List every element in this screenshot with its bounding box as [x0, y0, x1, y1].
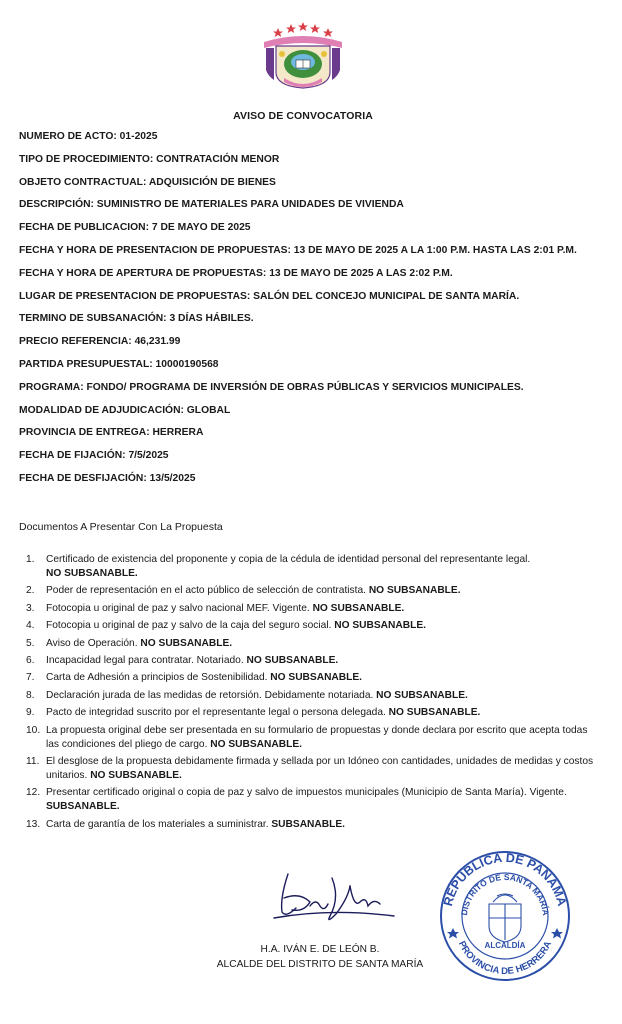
requirement-status: SUBSANABLE. [46, 801, 120, 813]
requirement-description: Declaración jurada de las medidas de retorsión. Debidamente notariada. [46, 689, 374, 701]
requirement-text [46, 654, 602, 668]
requirement-number: 12. [26, 787, 41, 799]
requirement-text [46, 724, 602, 752]
field-publication-date: FECHA DE PUBLICACION: 7 DE MAYO DE 2025 [19, 222, 251, 234]
requirement-text [46, 786, 602, 814]
field-posting-date: FECHA DE FIJACIÓN: 7/5/2025 [19, 450, 169, 462]
requirement-description: Fotocopia u original de paz y salvo nacional MEF. Vigente. [46, 602, 310, 614]
requirement-text [46, 818, 602, 832]
requirement-description: Certificado de existencia del proponente y copia de la cédula de identidad personal del representante legal. [46, 554, 531, 565]
field-submission-datetime: FECHA Y HORA DE PRESENTACION DE PROPUESTAS: 13 DE MAYO DE 2025 A LA 1:00 P.M. HASTA LAS 2:01 P.M. [19, 244, 577, 256]
svg-text:ALCALDÍA: ALCALDÍA [484, 941, 526, 950]
requirement-text [46, 637, 602, 651]
requirement-status: NO SUBSANABLE. [388, 707, 481, 719]
requirement-text [46, 706, 602, 720]
requirement-item [26, 654, 602, 668]
requirement-item [26, 755, 602, 783]
requirement-text [46, 602, 602, 616]
requirement-description: Presentar certificado original o copia de paz y salvo de impuestos municipales (Municipio de Santa María). Vigente. [46, 787, 567, 799]
requirement-number: 4. [26, 620, 35, 632]
requirement-description: Aviso de Operación. [46, 637, 138, 649]
requirement-text [46, 755, 602, 783]
field-correction-term: TERMINO DE SUBSANACIÓN: 3 DÍAS HÁBILES. [19, 313, 254, 325]
requirement-description: Poder de representación en el acto público de selección de contratista. [46, 585, 366, 597]
field-reference-price: PRECIO REFERENCIA: 46,231.99 [19, 336, 181, 348]
requirement-description: El desglose de la propuesta debidamente firmada y sellada por un Idóneo con cantidades, unidades de medidas y costos unitarios. [46, 755, 594, 781]
requirement-status: NO SUBSANABLE. [368, 585, 461, 597]
requirement-status: NO SUBSANABLE. [46, 568, 138, 579]
requirement-status: NO SUBSANABLE. [140, 637, 233, 649]
required-documents-list [26, 553, 602, 835]
field-procedure-type: TIPO DE PROCEDIMIENTO: CONTRATACIÓN MENOR [19, 153, 280, 165]
requirement-item [26, 818, 602, 832]
official-seal-stamp [437, 848, 573, 984]
svg-text:PROVINCIA DE HERRERA: PROVINCIA DE HERRERA [455, 939, 555, 978]
requirement-item [26, 619, 602, 633]
requirement-status: NO SUBSANABLE. [270, 672, 362, 684]
field-description: DESCRIPCIÓN: SUMINISTRO DE MATERIALES PARA UNIDADES DE VIVIENDA [19, 199, 404, 211]
requirement-number: 1. [26, 554, 35, 565]
requirement-item [26, 671, 602, 685]
requirement-number: 6. [26, 654, 35, 666]
requirement-item [26, 553, 602, 581]
requirement-text [46, 689, 602, 703]
requirement-item [26, 637, 602, 651]
requirement-description: Fotocopia u original de paz y salvo de la caja del seguro social. [46, 620, 332, 632]
requirement-number: 8. [26, 689, 35, 701]
signatory-block [200, 942, 440, 972]
requirement-number: 13. [26, 818, 41, 830]
field-act-number: NUMERO DE ACTO: 01-2025 [19, 131, 158, 142]
field-opening-datetime: FECHA Y HORA DE APERTURA DE PROPUESTAS: 13 DE MAYO DE 2025 A LAS 2:02 P.M. [19, 267, 453, 279]
handwritten-signature [270, 868, 400, 930]
requirement-number: 9. [26, 707, 35, 719]
requirement-text [46, 553, 602, 581]
signatory-name: H.A. IVÁN E. DE LEÓN B. [260, 944, 380, 955]
municipal-crest-logo [258, 20, 348, 90]
requirement-number: 7. [26, 672, 35, 684]
requirement-status: NO SUBSANABLE. [334, 620, 426, 632]
requirement-status: NO SUBSANABLE. [376, 689, 468, 701]
field-delivery-province: PROVINCIA DE ENTREGA: HERRERA [19, 427, 204, 439]
requirement-item [26, 584, 602, 598]
field-contract-object: OBJETO CONTRACTUAL: ADQUISICIÓN DE BIENES [19, 176, 276, 188]
field-removal-date: FECHA DE DESFIJACIÓN: 13/5/2025 [19, 472, 196, 484]
documents-heading: Documentos A Presentar Con La Propuesta [19, 521, 223, 533]
svg-text:DISTRITO DE SANTA MARÍA: DISTRITO DE SANTA MARÍA [459, 871, 551, 917]
requirement-description: Incapacidad legal para contratar. Notariado. [46, 654, 244, 666]
requirement-number: 3. [26, 602, 35, 614]
requirement-status: SUBSANABLE. [271, 818, 345, 830]
requirement-item [26, 724, 602, 752]
notice-fields [19, 131, 609, 496]
requirement-description: La propuesta original debe ser presentada en su formulario de propuestas y donde declara por escrito que acepta todas las condiciones del pliego de cargo. [46, 724, 588, 750]
field-award-mode: MODALIDAD DE ADJUDICACIÓN: GLOBAL [19, 404, 231, 416]
requirement-number: 10. [26, 724, 41, 736]
field-program: PROGRAMA: FONDO/ PROGRAMA DE INVERSIÓN DE OBRAS PÚBLICAS Y SERVICIOS MUNICIPALES. [19, 381, 524, 393]
requirement-item [26, 689, 602, 703]
requirement-status: NO SUBSANABLE. [90, 769, 182, 781]
requirement-text [46, 671, 602, 685]
requirement-item [26, 602, 602, 616]
document-title: AVISO DE CONVOCATORIA [233, 110, 373, 122]
requirement-text [46, 619, 602, 633]
signatory-role: ALCALDE DEL DISTRITO DE SANTA MARÍA [216, 959, 424, 970]
svg-text:REPÚBLICA DE PANAMÁ: REPÚBLICA DE PANAMÁ [440, 850, 570, 908]
requirement-number: 2. [26, 585, 35, 597]
field-budget-line: PARTIDA PRESUPUESTAL: 10000190568 [19, 358, 219, 370]
field-submission-place: LUGAR DE PRESENTACION DE PROPUESTAS: SALÓN DEL CONCEJO MUNICIPAL DE SANTA MARÍA. [19, 290, 520, 302]
requirement-number: 5. [26, 637, 35, 649]
requirement-text [46, 584, 602, 598]
requirement-item [26, 706, 602, 720]
requirement-description: Carta de garantía de los materiales a suministrar. [46, 818, 269, 830]
requirement-item [26, 786, 602, 814]
requirement-number: 11. [26, 755, 40, 767]
requirement-status: NO SUBSANABLE. [312, 602, 405, 614]
requirement-description: Pacto de integridad suscrito por el representante legal o persona delegada. [46, 707, 386, 719]
requirement-status: NO SUBSANABLE. [246, 654, 339, 666]
requirement-status: NO SUBSANABLE. [210, 738, 302, 750]
requirement-description: Carta de Adhesión a principios de Sostenibilidad. [46, 672, 268, 684]
